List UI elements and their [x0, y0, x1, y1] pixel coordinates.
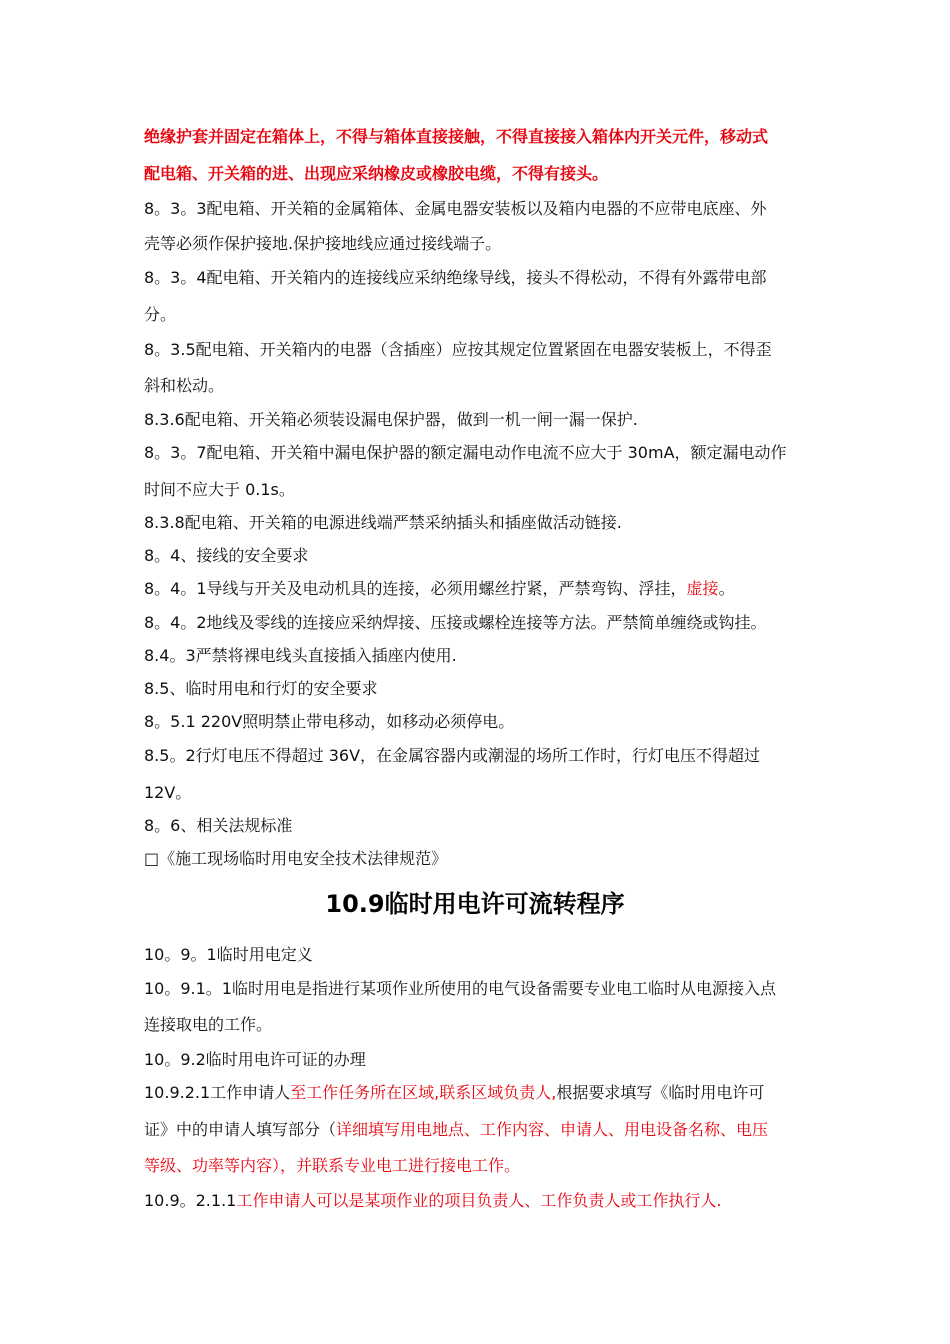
paragraph-line: 斜和松动。: [144, 376, 225, 395]
text-run-red: 虚接: [686, 579, 719, 598]
paragraph-line: 8.5。2行灯电压不得超过 36V，在金属容器内或潮湿的场所工作时，行灯电压不得超过: [144, 746, 761, 765]
paragraph-line: 等级、功率等内容），并联系专业电工进行接电工作。: [144, 1156, 521, 1175]
paragraph-line: 12V。: [144, 783, 192, 802]
text-run: 证》中的申请人填写部分（: [144, 1120, 337, 1139]
paragraph-line: 绝缘护套并固定在箱体上，不得与箱体直接接触，不得直接接入箱体内开关元件，移动式: [144, 127, 769, 146]
paragraph-line: 8。3.5配电箱、开关箱内的电器（含插座）应按其规定位置紧固在电器安装板上，不得歪: [144, 340, 772, 359]
paragraph-line: 8.3.8配电箱、开关箱的电源进线端严禁采纳插头和插座做活动链接.: [144, 513, 622, 532]
paragraph-line: [144, 1119, 814, 1141]
text-run: 。: [718, 579, 735, 598]
paragraph-line: 连接取电的工作。: [144, 1015, 273, 1034]
section-heading: 10。9.2临时用电许可证的办理: [144, 1050, 366, 1069]
text-run: 10.9.2.1工作申请人: [144, 1083, 291, 1102]
text-run: 8。4。1导线与开关及电动机具的连接，必须用螺丝拧紧，严禁弯钩、浮挂，: [144, 579, 687, 598]
paragraph-line: 分。: [144, 305, 177, 324]
paragraph-line: 10。9.1。1临时用电是指进行某项作业所使用的电气设备需要专业电工临时从电源接入点: [144, 979, 776, 998]
paragraph-line: 8.4。3严禁将裸电线头直接插入插座内使用.: [144, 646, 457, 665]
paragraph-line: □《施工现场临时用电安全技术法律规范》: [144, 849, 448, 868]
section-heading: 8.5、临时用电和行灯的安全要求: [144, 679, 378, 698]
paragraph-line: 8。3。7配电箱、开关箱中漏电保护器的额定漏电动作电流不应大于 30mA，额定漏电动作: [144, 443, 787, 462]
paragraph-line: 8。3。3配电箱、开关箱的金属箱体、金属电器安装板以及箱内电器的不应带电底座、外: [144, 199, 767, 218]
paragraph-line: [144, 1082, 814, 1104]
text-run: 10.9。2.1.1: [144, 1191, 237, 1210]
section-heading: 10。9。1临时用电定义: [144, 945, 313, 964]
section-heading: 8。6、相关法规标准: [144, 816, 293, 835]
paragraph-line: [144, 1190, 814, 1212]
paragraph-line: 8.3.6配电箱、开关箱必须装设漏电保护器，做到一机一闸一漏一保护.: [144, 410, 638, 429]
text-run-red: 工作申请人可以是某项作业的项目负责人、工作负责人或工作执行人.: [236, 1191, 722, 1210]
paragraph-line: 8。5.1 220V照明禁止带电移动，如移动必须停电。: [144, 712, 515, 731]
paragraph-line: 时间不应大于 0.1s。: [144, 480, 295, 499]
paragraph-line: 配电箱、开关箱的进、出现应采纳橡皮或橡胶电缆，不得有接头。: [144, 164, 609, 183]
text-run-red: 详细填写用电地点、工作内容、申请人、用电设备名称、电压: [336, 1120, 769, 1139]
section-heading: 8。4、接线的安全要求: [144, 546, 309, 565]
text-run-red: 至工作任务所在区域,联系区域负责人,: [290, 1083, 557, 1102]
paragraph-line: 8。4。2地线及零线的连接应采纳焊接、压接或螺栓连接等方法。严禁简单缠绕或钩挂。: [144, 613, 767, 632]
paragraph-line: 8。3。4配电箱、开关箱内的连接线应采纳绝缘导线，接头不得松动，不得有外露带电部: [144, 268, 767, 287]
paragraph-line: 壳等必须作保护接地.保护接地线应通过接线端子。: [144, 234, 502, 253]
page-title: 10.9临时用电许可流转程序: [325, 890, 625, 918]
paragraph-line: [144, 578, 814, 600]
text-run: 根据要求填写《临时用电许可: [556, 1083, 765, 1102]
